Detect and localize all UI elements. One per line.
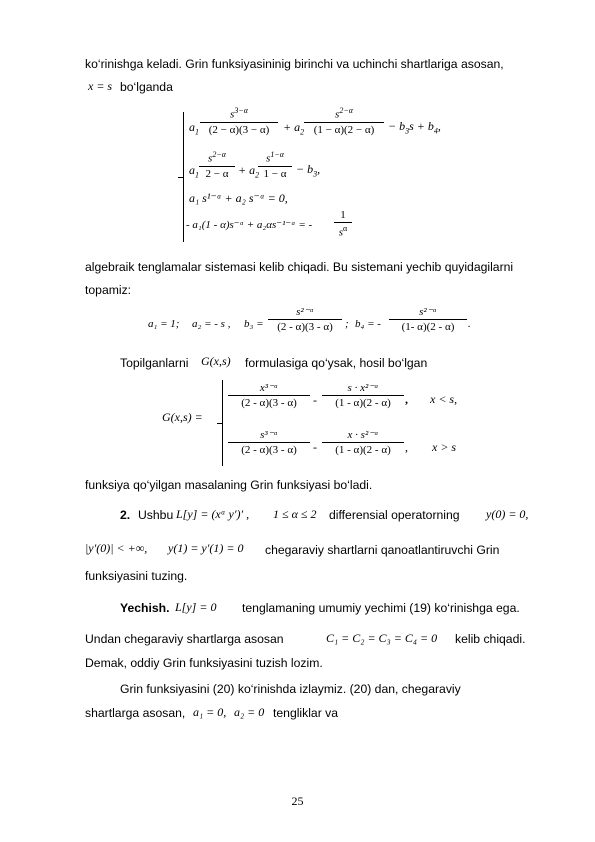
paragraph-line: Demak, oddiy Grin funksiyasini tuzish lozim. <box>85 656 323 670</box>
page-number: 25 <box>291 794 304 808</box>
tail-terms: − $b_3$, <box>296 162 321 179</box>
alpha-range: 1 ≤ α ≤ 2 <box>273 507 317 521</box>
equation-row: a₁ s¹⁻ᵅ + a₂ s⁻ᵅ = 0, <box>189 191 288 205</box>
fraction: $\frac{\text{s · x²⁻ᵅ}}{(1 - \alpha)(2 - \alpha)}$ <box>322 381 404 409</box>
piecewise-brace <box>222 380 223 466</box>
equation-row: - a₁(1 - α)s⁻ᵅ + a₂αs⁻¹⁻ᵅ = - <box>186 219 313 231</box>
condition-derivative-bound: |y′(0)| < +∞, <box>85 541 148 555</box>
a2-value: a₂ = - s , <box>192 318 231 330</box>
b3-label: b₃ = <box>244 318 264 330</box>
period: . <box>468 318 471 330</box>
minus-sign: - <box>313 440 317 454</box>
condition-y1: y(1) = y′(1) = 0 <box>168 541 244 555</box>
paragraph-line: Grin funksiyasini (20) ko‘rinishda izlaymiz. (20) dan, chegaraviy <box>120 682 461 696</box>
fraction: $\frac{s^{1-\alpha}}{1 - \alpha}$ <box>258 150 292 180</box>
math-a1-zero: a₁ = 0, <box>193 705 227 719</box>
solution-label: Yechish. <box>120 601 170 615</box>
paragraph-text: bo‘lganda <box>120 80 173 94</box>
fraction: $\frac{s^{2-\alpha}}{(1 - \alpha)(2 - \alpha)}$ <box>304 106 384 136</box>
coef-a1: $a_1$ <box>189 120 199 137</box>
tail-terms: − $b_3s + b_4$, <box>388 119 441 136</box>
condition-y0: y(0) = 0, <box>486 507 529 521</box>
math-x-equals-s: x = s <box>88 79 113 93</box>
math-a2-zero: a₂ = 0 <box>234 705 265 719</box>
example-number: 2. <box>120 508 131 522</box>
separator: ; <box>345 318 349 330</box>
fraction: $\frac{\text{x · s²⁻ᵅ}}{(1 - \alpha)(2 - \alpha)}$ <box>322 428 404 456</box>
paragraph-line: funksiya qo‘yilgan masalaning Grin funksiyasi bo‘ladi. <box>85 478 373 492</box>
paragraph-text: differensial operatorning <box>329 508 460 522</box>
condition-x-greater-s: x > s <box>432 440 457 454</box>
fraction: $\frac{s^{2-\alpha}}{2 - \alpha}$ <box>199 150 235 180</box>
paragraph-text: kelib chiqadi. <box>455 632 526 646</box>
b4-label: b₄ = - <box>355 318 381 330</box>
coef-a2: + $a_2$ <box>238 163 260 180</box>
paragraph-text: formulasiga qo‘ysak, hosil bo‘lgan <box>245 356 428 370</box>
G-lhs: G(x,s) = <box>162 410 203 424</box>
comma: , <box>405 392 408 406</box>
constants-zero: C₁ = C₂ = C₃ = C₄ = 0 <box>326 631 438 645</box>
paragraph-text: tengliklar va <box>273 706 339 720</box>
paragraph-text: Undan chegaraviy shartlarga asosan <box>85 632 284 646</box>
equation-Ly-zero: L[y] = 0 <box>175 600 217 614</box>
fraction: $\frac{s^{3-\alpha}}{(2 - \alpha)(3 - \alpha)}$ <box>200 106 278 136</box>
fraction: $\frac{\text{s²⁻ᵅ}}{(2 - \alpha)(3 - \alpha)}$ <box>268 305 342 333</box>
fraction: $\frac{1}{s^\alpha}$ <box>334 209 352 239</box>
paragraph-text: chegaraviy shartlarni qanoatlantiruvchi Grin <box>265 543 500 557</box>
paragraph-text: Topilganlarni <box>120 356 189 370</box>
paragraph-line: ko‘rinishga keladi. Grin funksiyasininig birinchi va uchinchi shartlariga asosan, <box>85 57 504 71</box>
comma: , <box>405 440 408 454</box>
coef-a1: $a_1$ <box>189 163 199 180</box>
fraction: $\frac{\text{s²⁻ᵅ}}{(1- \alpha)(2 - \alpha)}$ <box>389 305 467 333</box>
system-brace <box>183 112 184 242</box>
fraction: $\frac{\text{x³⁻ᵅ}}{(2 - \alpha)(3 - \alpha)}$ <box>228 381 310 409</box>
fraction: $\frac{\text{s³⁻ᵅ}}{(2 - \alpha)(3 - \alpha)}$ <box>228 428 310 456</box>
paragraph-text: shartlarga asosan, <box>85 706 186 720</box>
paragraph-line: funksiyasini tuzing. <box>85 569 188 583</box>
minus-sign: - <box>313 393 317 407</box>
a1-value: a₁ = 1; <box>148 318 180 330</box>
paragraph-text: Ushbu <box>138 508 174 522</box>
coef-a2: + $a_2$ <box>283 120 305 137</box>
operator-L: L[y] = (xᵅ y′)′ , <box>176 507 250 521</box>
paragraph-line: topamiz: <box>85 283 132 297</box>
math-G-x-s: G(x,s) <box>201 354 231 368</box>
paragraph-line: algebraik tenglamalar sistemasi kelib chiqadi. Bu sistemani yechib quyidagilarni <box>85 260 514 274</box>
paragraph-text: tenglamaning umumiy yechimi (19) ko‘rinishga ega. <box>242 601 520 615</box>
condition-x-less-s: x < s, <box>430 392 458 406</box>
